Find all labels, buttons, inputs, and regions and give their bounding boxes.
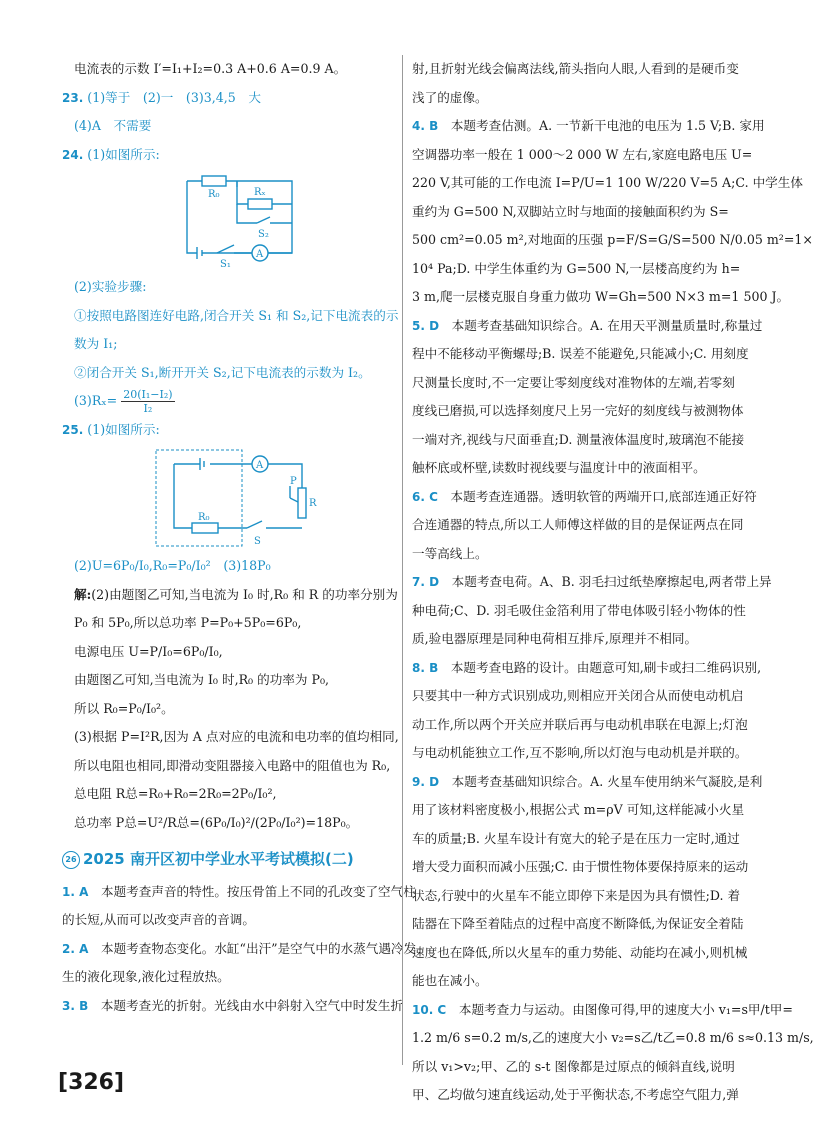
text-line: 生的液化现象,液化过程放热。 xyxy=(62,969,230,984)
ammeter-label: A xyxy=(256,249,264,260)
r-label: R xyxy=(309,498,317,509)
text-line: 220 V,其可能的工作电流 I=P/U=1 100 W/220 V=5 A;C. 中学生体 xyxy=(412,175,803,190)
answer-text: (2)实验步骤: xyxy=(74,279,147,294)
question-number: 23. xyxy=(62,90,84,105)
page-number: [326] xyxy=(58,1070,125,1095)
text-line: 射,且折射光线会偏离法线,箭头指向人眼,人看到的是硬币变 xyxy=(412,61,739,76)
answer-8: 8. B 本题考查电路的设计。由题意可知,刷卡或扫二维码识别, xyxy=(412,659,762,675)
text-line: 能也在减小。 xyxy=(412,973,488,988)
answer-7: 7. D 本题考查电荷。A、B. 羽毛扫过纸垫摩擦起电,两者带上异 xyxy=(412,574,772,589)
left-column xyxy=(62,55,417,1020)
answer-text: (1)等于 (2)一 (3)3,4,5 大 xyxy=(87,89,261,105)
text-line: 质,验电器原理是同种电荷相互排斥,原理并不相同。 xyxy=(412,631,698,646)
solution-line: 电源电压 U=P/I₀=6P₀/I₀, xyxy=(74,643,223,659)
p-label: P xyxy=(290,476,297,487)
text-line: 只要其中一种方式识别成功,则相应开关闭合从而使电动机启 xyxy=(412,688,744,703)
text-line: 动工作,所以两个开关应并联后再与电动机串联在电源上;灯泡 xyxy=(412,716,748,732)
text-line: 种电荷;C、D. 羽毛吸住金箔利用了带电体吸引轻小物体的性 xyxy=(412,602,746,618)
text-line: 500 cm²=0.05 m²,对地面的压强 p=F/S=G/S=500 N/0.05 m²=1× xyxy=(412,232,813,247)
solution-line: 总功率 P总=U²/R总=(6P₀/I₀)²/(2P₀/I₀²)=18P₀。 xyxy=(74,814,359,830)
rx-label: Rₓ xyxy=(254,187,266,198)
answer-6: 6. C 本题考查连通器。透明软管的两端开口,底部连通正好符 xyxy=(412,488,757,504)
solution-line: 所以电阻也相同,即滑动变阻器接入电路中的阻值也为 R₀, xyxy=(74,757,391,773)
column-divider xyxy=(402,55,403,1065)
solution-line: (3)根据 P=I²R,因为 A 点对应的电流和电功率的值均相同, xyxy=(74,729,399,744)
solution-line: 总电阻 R总=R₀+R₀=2R₀=2P₀/I₀², xyxy=(74,786,277,801)
solution-line: 解:(2)由题图乙可知,当电流为 I₀ 时,R₀ 和 R 的功率分别为 xyxy=(74,586,398,602)
section-title: 26 2025 南开区初中学业水平考试模拟(二) xyxy=(62,845,394,874)
s-label: S xyxy=(254,536,261,547)
answer-text: 数为 I₁; xyxy=(74,336,118,351)
answer-10: 10. C 本题考查力与运动。由图像可得,甲的速度大小 v₁=s甲/t甲= xyxy=(412,1001,793,1017)
circuit-diagram-24-svg xyxy=(62,173,394,269)
text-line: 度线已磨损,可以选择刻度尺上另一完好的刻度线与被测物体 xyxy=(412,403,744,418)
section-badge: 26 xyxy=(62,851,80,869)
text-line: 与电动机能独立工作,互不影响,所以灯泡与电动机是并联的。 xyxy=(412,745,748,760)
text-line: 一端对齐,视线与尺面垂直;D. 测量液体温度时,玻璃泡不能接 xyxy=(412,431,745,447)
text-line: 空调器功率一般在 1 000～2 000 W 左右,家庭电路电压 U= xyxy=(412,146,753,162)
circuit-diagram-25-svg xyxy=(62,448,394,548)
text-line: 1.2 m/6 s=0.2 m/s,乙的速度大小 v₂=s乙/t乙=0.8 m/6 s≈0.13 m/s, xyxy=(412,1030,814,1045)
solution-line: 所以 R₀=P₀/I₀²。 xyxy=(74,700,174,716)
text-line: 触杯底或杯壁,读数时视线要与温度计中的液面相平。 xyxy=(412,460,706,475)
text-line: 3 m,爬一层楼克服自身重力做功 W=Gh=500 N×3 m=1 500 J。 xyxy=(412,289,790,304)
text-line: 所以 v₁>v₂;甲、乙的 s-t 图像都是过原点的倾斜直线,说明 xyxy=(412,1058,735,1074)
text-line: 车的质量;B. 火星车设计有宽大的轮子是在压力一定时,通过 xyxy=(412,830,740,846)
solution-line: P₀ 和 5P₀,所以总功率 P=P₀+5P₀=6P₀, xyxy=(74,615,302,630)
r0-label: R₀ xyxy=(208,189,220,200)
text-line: 的长短,从而可以改变声音的音调。 xyxy=(62,912,255,927)
text-line: 陆器在下降至着陆点的过程中高度不断降低,为保证安全着陆 xyxy=(412,916,744,931)
question-number: 24. xyxy=(62,147,84,162)
text-line: 10⁴ Pa;D. 中学生体重约为 G=500 N,一层楼高度约为 h= xyxy=(412,260,741,276)
s2-label: S₂ xyxy=(258,229,269,240)
text-line: 合连通器的特点,所以工人师傅这样做的目的是保证两点在同 xyxy=(412,517,744,532)
right-column xyxy=(412,55,814,1110)
answer-5: 5. D 本题考查基础知识综合。A. 在用天平测量质量时,称量过 xyxy=(412,317,763,333)
answer-24 xyxy=(62,141,394,170)
answer-text: ①按照电路图连好电路,闭合开关 S₁ 和 S₂,记下电流表的示 xyxy=(74,307,399,323)
text-line: 尺测量长度时,不一定要让零刻度线对准物体的左端,若零刻 xyxy=(412,374,735,390)
answer-2: 2. A 本题考查物态变化。水缸“出汗”是空气中的水蒸气遇冷发 xyxy=(62,940,417,956)
answer-text: ②闭合开关 S₁,断开开关 S₂,记下电流表的示数为 I₂。 xyxy=(74,364,371,380)
text-line: 状态,行驶中的火星车不能立即停下来是因为具有惯性;D. 着 xyxy=(412,887,741,903)
solution-line: 由题图乙可知,当电流为 I₀ 时,R₀ 的功率为 P₀, xyxy=(74,672,330,687)
answer-25 xyxy=(62,416,394,445)
circuit-diagram-25 xyxy=(62,448,394,548)
text-line: 程中不能移动平衡螺母;B. 误差不能避免,只能减小;C. 用刻度 xyxy=(412,346,749,361)
answer-text: (1)如图所示: xyxy=(87,146,160,162)
ammeter-label: A xyxy=(256,460,264,471)
answer-9: 9. D 本题考查基础知识综合。A. 火星车使用纳米气凝胶,是利 xyxy=(412,773,763,789)
answer-23 xyxy=(62,84,394,113)
text-line: 浅了的虚像。 xyxy=(412,89,488,105)
text-line: 电流表的示数 I′=I₁+I₂=0.3 A+0.6 A=0.9 A。 xyxy=(74,61,347,76)
answer-text: (2)U=6P₀/I₀,R₀=P₀/I₀² (3)18P₀ xyxy=(74,558,271,573)
answer-4: 4. B 本题考查估测。A. 一节新干电池的电压为 1.5 V;B. 家用 xyxy=(412,118,765,133)
text-line: 甲、乙均做匀速直线运动,处于平衡状态,不考虑空气阻力,弹 xyxy=(412,1087,739,1102)
text-line: 一等高线上。 xyxy=(412,545,488,561)
answer-text: (1)如图所示: xyxy=(87,421,160,437)
question-number: 25. xyxy=(62,422,84,437)
text-line: 增大受力面积而减小压强;C. 由于惯性物体要保持原来的运动 xyxy=(412,859,749,874)
circuit-diagram-24 xyxy=(62,173,394,269)
answer-3: 3. B 本题考查光的折射。光线由水中斜射入空气中时发生折 xyxy=(62,997,404,1013)
text-line: 用了该材料密度极小,根据公式 m=ρV 可知,这样能减小火星 xyxy=(412,802,745,817)
s1-label: S₁ xyxy=(220,259,231,270)
formula-rx: (3)Rₓ= $\frac{\text{20(I₁−I₂)}}{\text{I₂}}$ xyxy=(74,388,173,415)
text-line: 重约为 G=500 N,双脚站立时与地面的接触面积约为 S= xyxy=(412,203,729,219)
text-line: 速度也在降低,所以火星车的重力势能、动能均在减小,则机械 xyxy=(412,944,748,960)
answer-text: (4)A 不需要 xyxy=(74,118,152,133)
answer-1: 1. A 本题考查声音的特性。按压骨笛上不同的孔改变了空气柱 xyxy=(62,883,416,899)
r0-label: R₀ xyxy=(198,512,210,523)
